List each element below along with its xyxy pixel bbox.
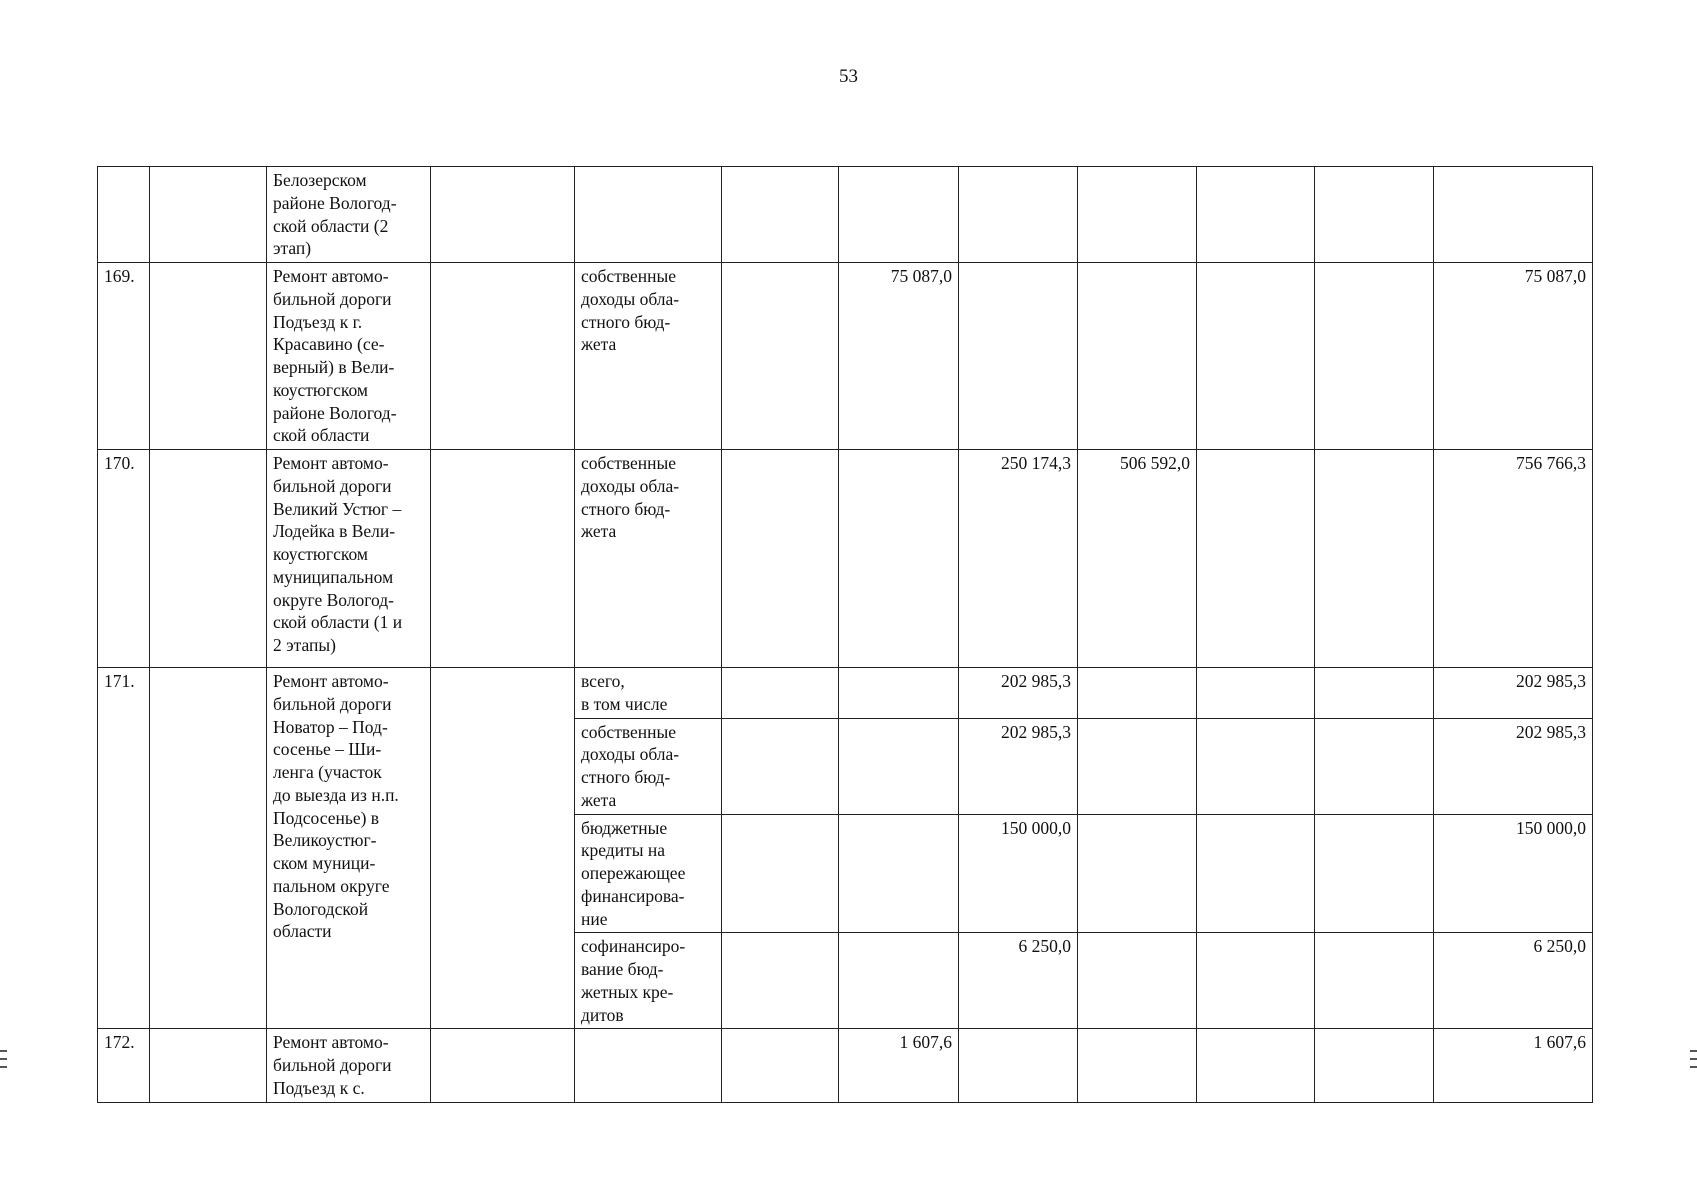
- funding-source: [575, 718, 722, 814]
- page-number: 53: [839, 66, 858, 87]
- funding-source-line: стного бюд-: [581, 767, 671, 787]
- description-line: муниципальном: [273, 566, 394, 587]
- description-line: ском муници-: [273, 853, 376, 873]
- amount-cell: [722, 718, 839, 814]
- funding-source-line: финансирова-: [581, 885, 685, 906]
- funding-source: [575, 263, 722, 450]
- funding-source-line: вание бюд-: [581, 959, 664, 979]
- amount-cell: [839, 167, 959, 263]
- amount-cell: 202 985,3: [959, 668, 1078, 719]
- amount-cell: [839, 814, 959, 933]
- amount-cell: [722, 263, 839, 450]
- amount-cell: [1197, 718, 1315, 814]
- amount-cell: [1315, 814, 1434, 933]
- table-body: [98, 167, 1593, 1103]
- row-number: 170.: [98, 450, 150, 668]
- amount-cell: [1315, 1029, 1434, 1103]
- amount-cell: [1078, 668, 1197, 719]
- description-line: коустюгском: [273, 379, 368, 400]
- amount-cell: [1197, 450, 1315, 668]
- object-description: [267, 263, 431, 450]
- amount-cell: [959, 263, 1078, 450]
- total-amount: [1434, 167, 1593, 263]
- amount-cell: [1197, 933, 1315, 1029]
- amount-cell: [1197, 814, 1315, 933]
- description-line: области: [273, 921, 332, 942]
- responsible-cell: [431, 1029, 575, 1103]
- description-line: бильной дороги: [273, 693, 392, 714]
- amount-cell: [1197, 668, 1315, 719]
- binding-marks-left: [0, 1050, 8, 1074]
- amount-cell: 202 985,3: [959, 718, 1078, 814]
- amount-cell: [1315, 263, 1434, 450]
- funding-source-line: ние: [581, 908, 608, 929]
- amount-cell: [722, 450, 839, 668]
- table-row: [98, 450, 1593, 668]
- total-amount: 202 985,3: [1434, 718, 1593, 814]
- code-cell: [150, 668, 267, 1029]
- funding-source-line: стного бюд-: [581, 311, 671, 332]
- amount-cell: 1 607,6: [839, 1029, 959, 1103]
- responsible-cell: [431, 450, 575, 668]
- description-line: сосенье – Ши-: [273, 739, 382, 760]
- amount-cell: [1315, 450, 1434, 668]
- funding-source-line: собственные: [581, 721, 677, 742]
- description-line: Подъезд к с.: [273, 1077, 365, 1098]
- description-line: Новатор – Под-: [273, 716, 388, 737]
- funding-source: [575, 668, 722, 719]
- amount-cell: [959, 1029, 1078, 1103]
- description-line: пальном округе: [273, 875, 390, 896]
- amount-cell: 6 250,0: [959, 933, 1078, 1029]
- funding-source-line: доходы обла-: [581, 475, 680, 496]
- description-line: ленга (участок: [273, 762, 382, 782]
- funding-source-line: доходы обла-: [581, 744, 680, 765]
- funding-source-line: софинансиро-: [581, 936, 686, 957]
- description-line: Ремонт автомо-: [273, 266, 389, 286]
- amount-cell: [1078, 814, 1197, 933]
- amount-cell: [722, 668, 839, 719]
- description-line: бильной дороги: [273, 288, 392, 309]
- amount-cell: 250 174,3: [959, 450, 1078, 668]
- description-line: бильной дороги: [273, 475, 392, 496]
- row-number: [98, 167, 150, 263]
- funding-source-line: собственные: [581, 453, 677, 473]
- amount-cell: [722, 167, 839, 263]
- amount-cell: [839, 933, 959, 1029]
- amount-cell: [1078, 718, 1197, 814]
- description-line: бильной дороги: [273, 1055, 392, 1075]
- amount-cell: [1078, 1029, 1197, 1103]
- funding-source: [575, 450, 722, 668]
- table-row: [98, 263, 1593, 450]
- object-description: [267, 450, 431, 668]
- row-number: 171.: [98, 668, 150, 1029]
- funding-source: [575, 814, 722, 933]
- total-amount: 150 000,0: [1434, 814, 1593, 933]
- description-line: Лодейка в Вели-: [273, 521, 396, 542]
- total-amount: 75 087,0: [1434, 263, 1593, 450]
- object-description: [267, 1029, 431, 1103]
- total-amount: 756 766,3: [1434, 450, 1593, 668]
- description-line: Вологодской: [273, 898, 369, 919]
- amount-cell: [1078, 933, 1197, 1029]
- budget-table: [97, 166, 1593, 1103]
- funding-source-line: опережающее: [581, 863, 686, 883]
- amount-cell: [1197, 167, 1315, 263]
- description-line: Ремонт автомо-: [273, 453, 389, 473]
- funding-source: [575, 933, 722, 1029]
- funding-source-line: стного бюд-: [581, 498, 671, 519]
- description-line: Подсосенье) в: [273, 807, 380, 828]
- funding-source-line: жета: [581, 521, 617, 542]
- description-line: Белозерском: [273, 170, 367, 190]
- description-line: Ремонт автомо-: [273, 671, 389, 691]
- total-amount: 6 250,0: [1434, 933, 1593, 1029]
- description-line: Великий Устюг –: [273, 498, 402, 519]
- amount-cell: [839, 450, 959, 668]
- amount-cell: 75 087,0: [839, 263, 959, 450]
- description-line: районе Вологод-: [273, 402, 397, 423]
- description-line: ской области: [273, 425, 370, 446]
- amount-cell: [839, 718, 959, 814]
- binding-marks-right: [1690, 1050, 1697, 1074]
- description-line: до выезда из н.п.: [273, 784, 399, 805]
- funding-source-line: жета: [581, 789, 617, 810]
- code-cell: [150, 167, 267, 263]
- total-amount: 202 985,3: [1434, 668, 1593, 719]
- funding-source-line: в том числе: [581, 693, 668, 714]
- amount-cell: [839, 668, 959, 719]
- amount-cell: [1315, 933, 1434, 1029]
- description-line: 2 этапы): [273, 635, 336, 655]
- description-line: этап): [273, 238, 312, 259]
- description-line: районе Вологод-: [273, 192, 397, 213]
- table-row: [98, 1029, 1593, 1103]
- responsible-cell: [431, 167, 575, 263]
- description-line: Подъезд к г.: [273, 311, 363, 332]
- funding-source-line: бюджетные: [581, 817, 668, 838]
- funding-source-line: доходы обла-: [581, 288, 680, 309]
- code-cell: [150, 263, 267, 450]
- amount-cell: 506 592,0: [1078, 450, 1197, 668]
- description-line: Великоустюг-: [273, 830, 377, 851]
- row-number: 172.: [98, 1029, 150, 1103]
- code-cell: [150, 450, 267, 668]
- total-amount: 1 607,6: [1434, 1029, 1593, 1103]
- funding-source-line: всего,: [581, 671, 625, 691]
- funding-source-line: дитов: [581, 1004, 624, 1025]
- funding-source: [575, 167, 722, 263]
- funding-source-line: жета: [581, 334, 617, 355]
- amount-cell: [1197, 263, 1315, 450]
- description-line: коустюгском: [273, 544, 368, 564]
- amount-cell: [959, 167, 1078, 263]
- amount-cell: [1315, 167, 1434, 263]
- amount-cell: [722, 933, 839, 1029]
- amount-cell: 150 000,0: [959, 814, 1078, 933]
- amount-cell: [1197, 1029, 1315, 1103]
- description-line: ской области (1 и: [273, 612, 403, 633]
- description-line: Ремонт автомо-: [273, 1032, 389, 1053]
- responsible-cell: [431, 668, 575, 1029]
- responsible-cell: [431, 263, 575, 450]
- row-number: 169.: [98, 263, 150, 450]
- table-row: [98, 167, 1593, 263]
- amount-cell: [1315, 668, 1434, 719]
- description-line: верный) в Вели-: [273, 357, 395, 377]
- object-description: [267, 167, 431, 263]
- amount-cell: [1078, 167, 1197, 263]
- funding-source-line: кредиты на: [581, 840, 665, 861]
- amount-cell: [722, 1029, 839, 1103]
- funding-source-line: жетных кре-: [581, 981, 674, 1002]
- code-cell: [150, 1029, 267, 1103]
- description-line: округе Вологод-: [273, 589, 395, 610]
- amount-cell: [722, 814, 839, 933]
- funding-source-line: собственные: [581, 266, 677, 286]
- description-line: Красавино (се-: [273, 334, 385, 355]
- funding-source: [575, 1029, 722, 1103]
- table-row: [98, 668, 1593, 719]
- amount-cell: [1078, 263, 1197, 450]
- object-description: [267, 668, 431, 1029]
- description-line: ской области (2: [273, 215, 389, 236]
- amount-cell: [1315, 718, 1434, 814]
